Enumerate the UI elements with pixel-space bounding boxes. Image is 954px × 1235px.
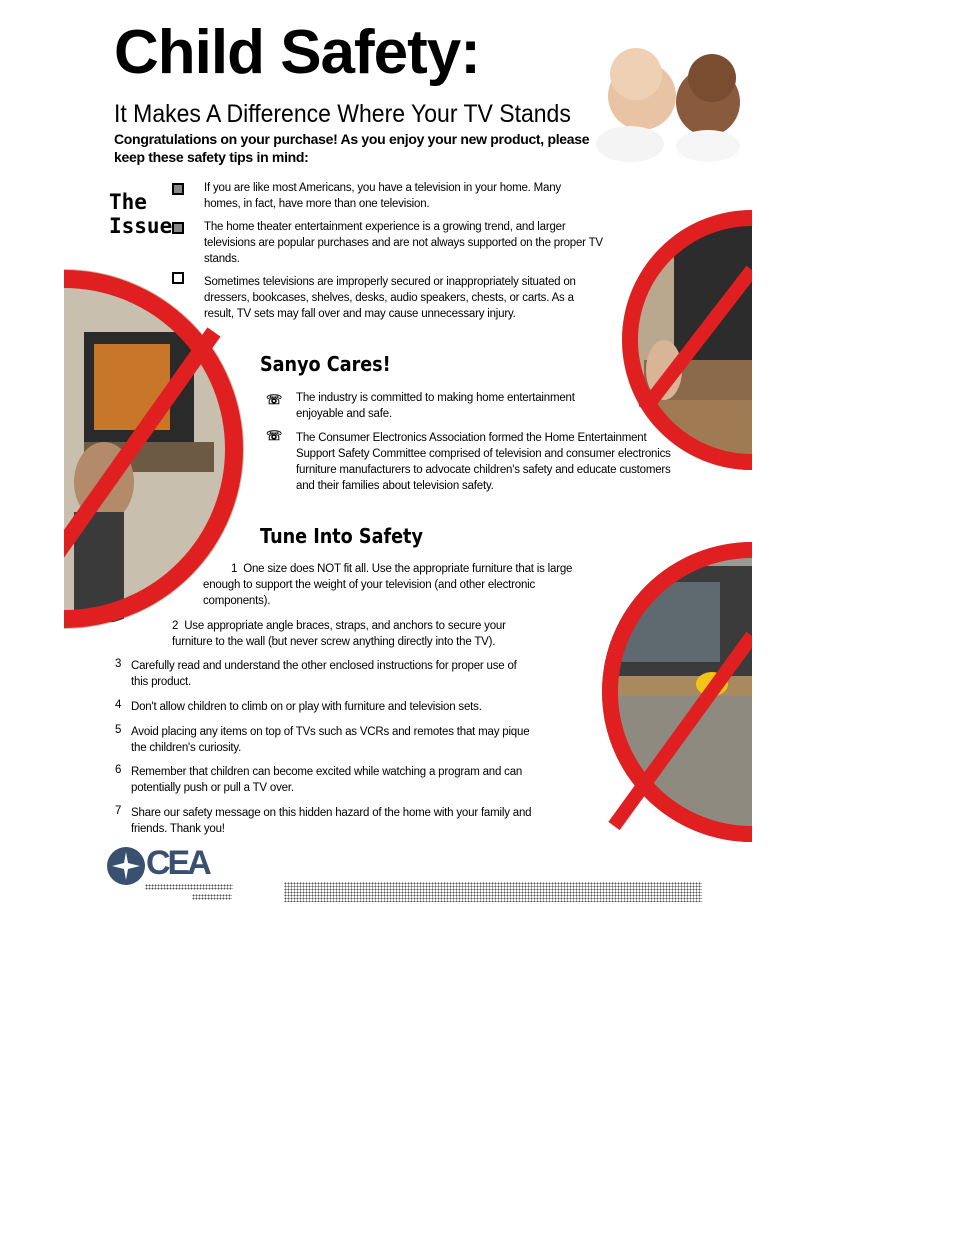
cea-logo-tagline-dots bbox=[192, 894, 232, 900]
cea-logo bbox=[106, 846, 146, 891]
tip-item-2 bbox=[172, 618, 532, 650]
tune-into-safety-heading: Tune Into Safety bbox=[260, 524, 423, 548]
tip-item-3: Carefully read and understand the other enclosed instructions for proper use of this product. bbox=[131, 660, 517, 688]
cea-logo-text: CEA bbox=[146, 844, 209, 882]
bullet-square-icon bbox=[172, 183, 184, 195]
tip-item-4: Don't allow children to climb on or play with furniture and television sets. bbox=[131, 701, 482, 713]
issue-label bbox=[109, 190, 172, 238]
issue-item-2: The home theater entertainment experience is a growing trend, and larger televisions are popular purchases and are not always supported on the proper TV stands. bbox=[204, 221, 603, 265]
page-subtitle: It Makes A Difference Where Your TV Stands bbox=[114, 100, 571, 128]
tip-item-5: Avoid placing any items on top of TVs such as VCRs and remotes that may pique the children's curiosity. bbox=[131, 726, 530, 754]
issue-label-line2: Issue bbox=[109, 214, 173, 238]
tip-item-7: Share our safety message on this hidden hazard of the home with your family and friends. Thank you! bbox=[131, 807, 532, 835]
tip-text: One size does NOT fit all. Use the appropriate furniture that is large enough to support the weight of your television (and other electronic components). bbox=[203, 563, 573, 607]
cea-star-icon bbox=[106, 846, 146, 886]
tip-number: 6 bbox=[115, 764, 122, 776]
cares-item-1: The industry is committed to making home entertainment enjoyable and safe. bbox=[296, 392, 575, 420]
intro-text: Congratulations on your purchase! As you enjoy your new product, please keep these safety tips in mind: bbox=[114, 131, 590, 165]
tip-text: Use appropriate angle braces, straps, and anchors to secure your furniture to the wall (but never screw anything directly into the TV). bbox=[172, 620, 506, 648]
phone-bullet-icon: ☏ bbox=[266, 428, 283, 443]
bullet-square-icon bbox=[172, 222, 184, 234]
tip-number: 2 bbox=[172, 620, 179, 632]
prohibition-photo-bottom-right bbox=[594, 536, 752, 848]
tip-number: 7 bbox=[115, 805, 122, 817]
phone-bullet-icon: ☏ bbox=[266, 392, 283, 407]
tip-number: 4 bbox=[115, 699, 122, 711]
tip-number: 1 bbox=[231, 563, 238, 575]
issue-item-3: Sometimes televisions are improperly secured or inappropriately situated on dressers, bookcases, shelves, desks, audio speakers, chests, or carts. As a result, TV sets may fall over and may cause unnecessary injury. bbox=[204, 276, 576, 320]
issue-item-1: If you are like most Americans, you have a television in your home. Many homes, in fact, have more than one television. bbox=[204, 182, 561, 210]
footer-dotted-bar bbox=[284, 882, 702, 902]
sanyo-cares-heading: Sanyo Cares! bbox=[260, 352, 391, 376]
cea-logo-tagline-dots bbox=[145, 884, 233, 890]
tip-number: 3 bbox=[115, 658, 122, 670]
babies-photo bbox=[592, 34, 748, 166]
page-title: Child Safety: bbox=[114, 18, 480, 87]
cares-item-2: The Consumer Electronics Association formed the Home Entertainment Support Safety Committee comprised of television and consumer electronics furniture manufacturers to advocate children's safety and educate customers and their families about television safety. bbox=[296, 432, 671, 492]
tip-item-6: Remember that children can become excited while watching a program and can potentially push or pull a TV over. bbox=[131, 766, 523, 794]
tip-item-1 bbox=[203, 561, 573, 609]
issue-label-line1: The bbox=[109, 190, 147, 214]
tip-number: 5 bbox=[115, 724, 122, 736]
